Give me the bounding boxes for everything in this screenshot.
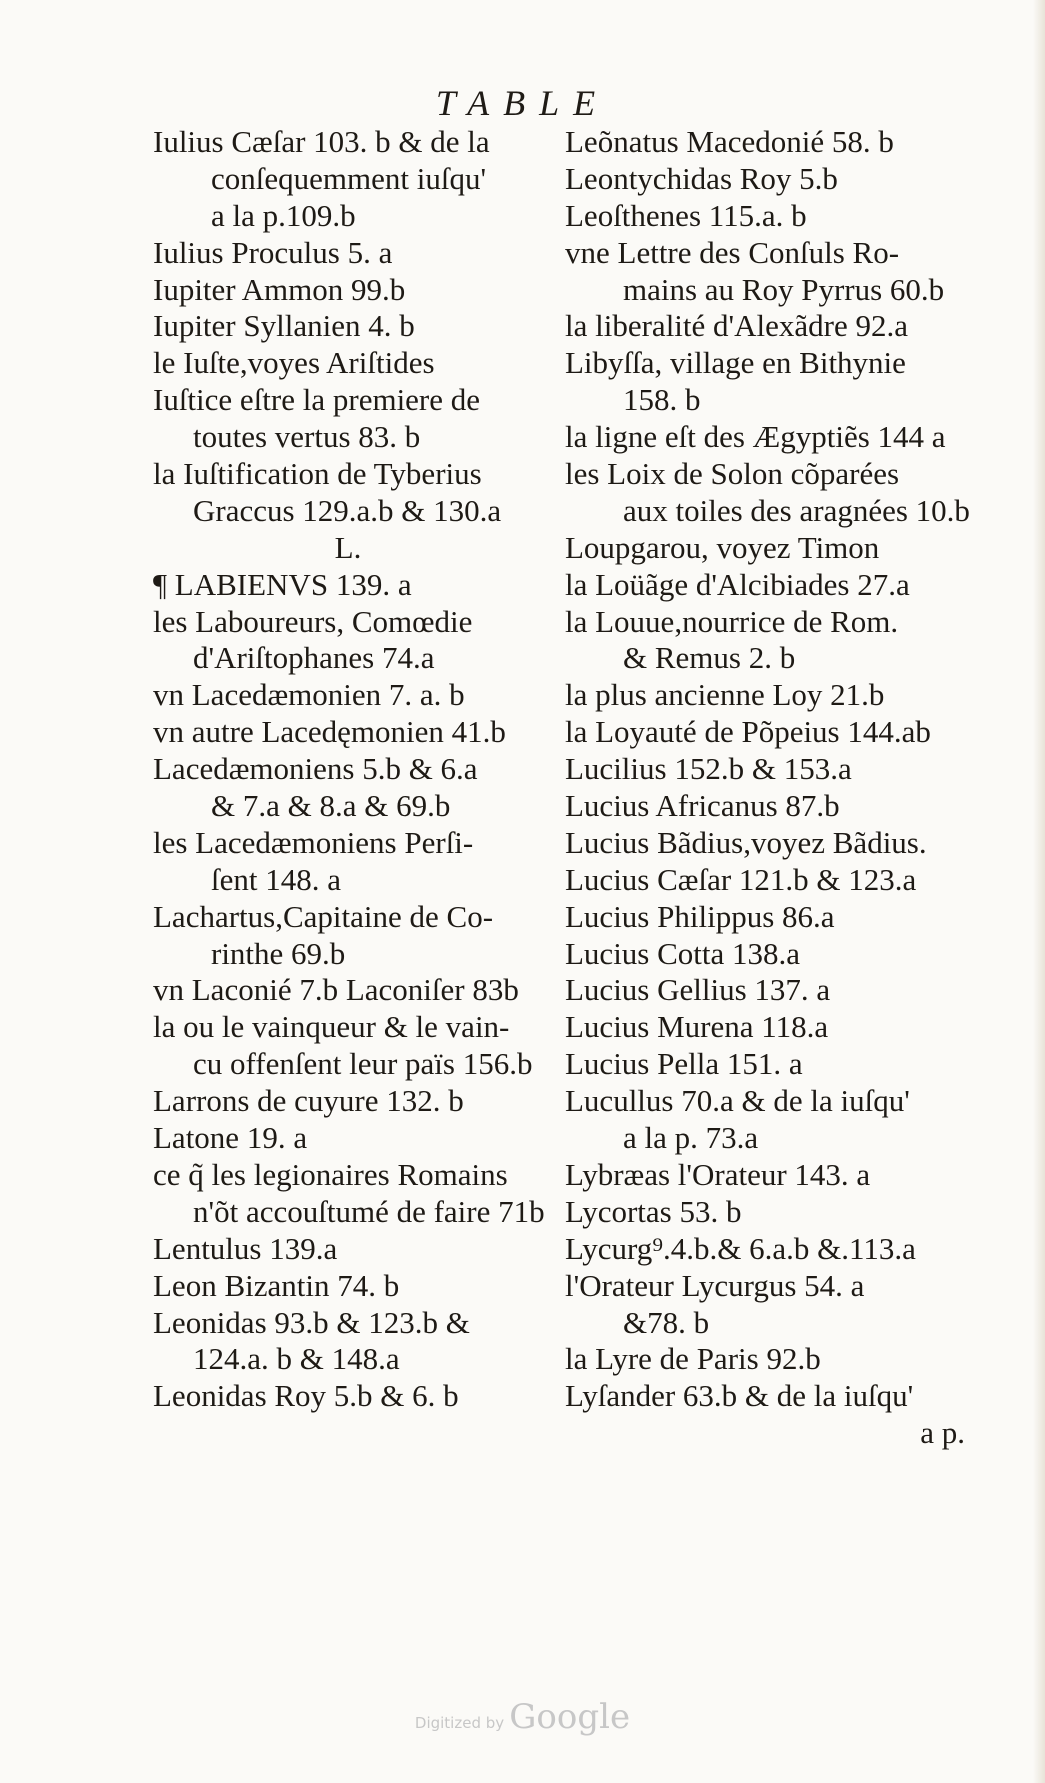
index-entry: Larrons de cuyure 132. b (153, 1083, 464, 1119)
index-entry: Iupiter Ammon 99.b (153, 271, 406, 307)
index-entry: l'Orateur Lycurgus 54. a (565, 1267, 865, 1303)
index-entry: la liberalité d'Alexãdre 92.a (565, 308, 908, 344)
index-entry: vne Lettre des Conſuls Ro- (565, 234, 900, 270)
index-entry: Lucius Cotta 138.a (565, 935, 801, 971)
index-entry: Graccus 129.a.b & 130.a (193, 492, 502, 528)
index-entry: la plus ancienne Loy 21.b (565, 677, 885, 713)
index-entry: n'õt accouſtumé de faire 71b (193, 1193, 545, 1229)
index-entry: vn autre Lacedęmonien 41.b (153, 714, 506, 750)
right-column (565, 124, 985, 1452)
index-entry: Iupiter Syllanien 4. b (153, 308, 415, 344)
index-entry: la ou le vainqueur & le vain- (153, 1009, 510, 1045)
index-entry: Lucius Gellius 137. a (565, 972, 831, 1008)
index-entry: Leonidas Roy 5.b & 6. b (153, 1378, 459, 1414)
index-entry: Leontychidas Roy 5.b (565, 160, 838, 196)
index-entry: Lucilius 152.b & 153.a (565, 751, 852, 787)
index-entry: les Lacedæmoniens Perſi- (153, 824, 474, 860)
index-entry: Libyſſa, village en Bithynie (565, 345, 906, 381)
index-entry: Lucius Bãdius,voyez Bãdius. (565, 824, 927, 860)
index-entry: Lacedæmoniens 5.b & 6.a (153, 751, 478, 787)
index-entry: d'Ariſtophanes 74.a (193, 640, 435, 676)
index-entry: Lachartus,Capitaine de Co- (153, 898, 494, 934)
index-entry: le Iuſte,voyes Ariſtides (153, 345, 435, 381)
index-entry: Latone 19. a (153, 1120, 308, 1156)
index-entry: cu offenſent leur païs 156.b (193, 1046, 533, 1082)
index-entry: &78. b (623, 1304, 710, 1340)
digitized-by-text: Digitized by (414, 1714, 505, 1732)
index-entry: Lucius Pella 151. a (565, 1046, 803, 1082)
index-entry: Iuſtice eſtre la premiere de (153, 382, 481, 418)
index-entry: rinthe 69.b (211, 935, 346, 971)
index-entry: Lycurg⁹.4.b.& 6.a.b &.113.a (565, 1230, 916, 1266)
running-head: TABLE (435, 83, 610, 123)
index-entry: la ligne eſt des Ægyptiẽs 144 a (565, 419, 946, 455)
digitization-watermark (0, 1697, 1045, 1737)
index-entry: Lybræas l'Orateur 143. a (565, 1156, 871, 1192)
index-entry: 124.a. b & 148.a (193, 1341, 400, 1377)
page-edge-shadow (1033, 0, 1045, 1783)
index-entry: Lucius Africanus 87.b (565, 788, 840, 824)
index-entry: la Iuſtification de Tyberius (153, 456, 482, 492)
index-entry: conſequemment iuſqu' (211, 160, 487, 196)
index-entry: ¶ LABIENVS 139. a (153, 566, 412, 602)
index-entry: Lyſander 63.b & de la iuſqu' (565, 1378, 914, 1414)
index-entry: Lucius Philippus 86.a (565, 898, 835, 934)
index-entry: ſent 148. a (211, 861, 341, 897)
index-entry: Leonidas 93.b & 123.b & (153, 1304, 470, 1340)
index-entry: Lucullus 70.a & de la iuſqu' (565, 1083, 910, 1119)
google-logo-text: Google (509, 1697, 631, 1737)
index-entry: ce q̃ les legionaires Romains (153, 1156, 508, 1192)
index-entry: les Laboureurs, Comœdie (153, 603, 473, 639)
index-entry: Leoſthenes 115.a. b (565, 197, 807, 233)
index-entry: Iulius Cæſar 103. b & de la (153, 124, 490, 159)
index-entry: toutes vertus 83. b (193, 419, 421, 455)
index-entry: Lucius Cæſar 121.b & 123.a (565, 861, 917, 897)
index-entry: vn Laconié 7.b Laconiſer 83b (153, 972, 519, 1008)
index-entry: la Lyre de Paris 92.b (565, 1341, 821, 1377)
index-entry: mains au Roy Pyrrus 60.b (623, 271, 945, 307)
index-entry: a la p.109.b (211, 197, 356, 233)
index-entry: & 7.a & 8.a & 69.b (211, 788, 451, 824)
index-entry: 158. b (623, 382, 701, 418)
index-entry: Leon Bizantin 74. b (153, 1267, 400, 1303)
index-entry: L. (334, 529, 362, 565)
left-column (153, 124, 573, 1415)
index-entry: Lentulus 139.a (153, 1230, 338, 1266)
index-entry: Leõnatus Macedonié 58. b (565, 124, 894, 159)
index-entry: aux toiles des aragnées 10.b (623, 492, 970, 528)
index-entry: Lycortas 53. b (565, 1193, 742, 1229)
index-entry: a la p. 73.a (623, 1120, 759, 1156)
index-entry: la Loyauté de Põpeius 144.ab (565, 714, 931, 750)
index-entry: vn Lacedæmonien 7. a. b (153, 677, 465, 713)
index-entry: Lucius Murena 118.a (565, 1009, 829, 1045)
index-entry: la Louue,nourrice de Rom. (565, 603, 899, 639)
index-entry: Loupgarou, voyez Timon (565, 529, 880, 565)
index-entry: & Remus 2. b (623, 640, 796, 676)
index-entry: Iulius Proculus 5. a (153, 234, 393, 270)
index-entry: les Loix de Solon cõparées (565, 456, 900, 492)
index-entry: a p. (920, 1415, 965, 1451)
index-entry: la Loüãge d'Alcibiades 27.a (565, 566, 910, 602)
